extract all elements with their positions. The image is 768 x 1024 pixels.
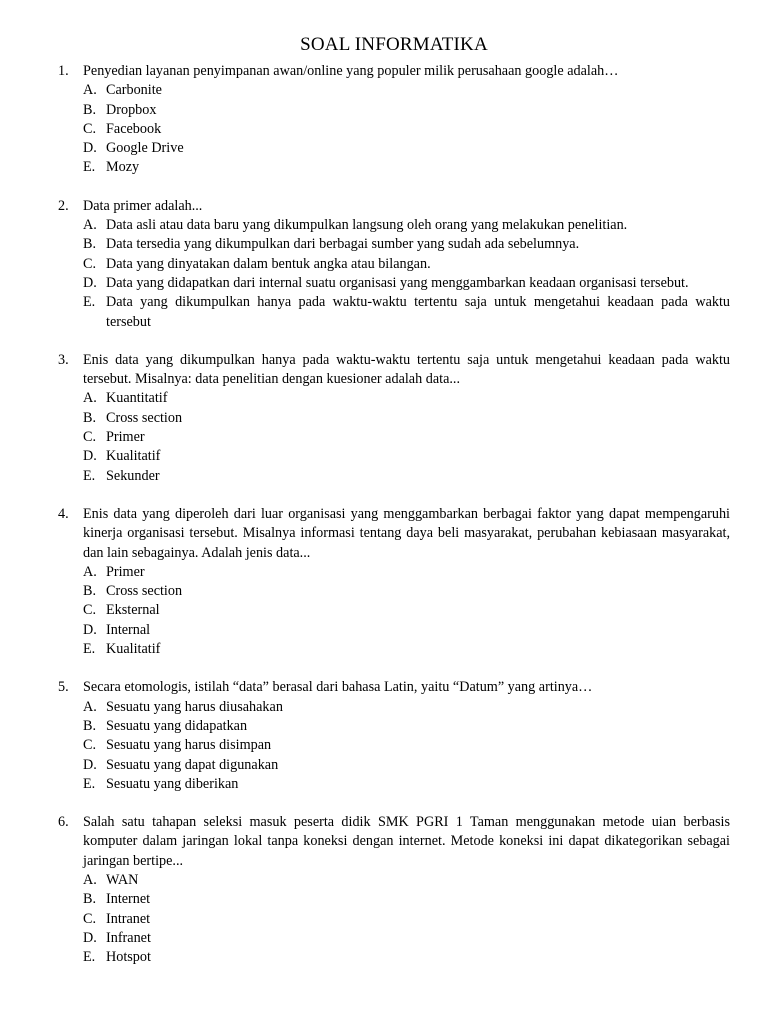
answer-option — [83, 871, 730, 890]
option-letter: C. — [83, 429, 97, 446]
option-text: Mozy — [106, 159, 140, 176]
answer-option — [83, 101, 730, 120]
question-number: 4. — [58, 505, 69, 522]
question-body — [83, 351, 730, 486]
answer-option — [83, 563, 730, 582]
option-letter: A. — [83, 871, 97, 888]
answer-option — [83, 158, 730, 177]
option-text: Dropbox — [106, 101, 157, 118]
answer-option — [83, 235, 730, 254]
option-text: Data yang dikumpulkan hanya pada waktu-waktu tertentu saja untuk mengetahui keadaan pada waktu tersebut — [106, 294, 730, 330]
option-letter: B. — [83, 101, 97, 118]
option-letter: A. — [83, 563, 97, 580]
question-number: 6. — [58, 814, 69, 831]
option-text: Sesuatu yang diberikan — [106, 775, 239, 792]
option-text: Data yang dinyatakan dalam bentuk angka atau bilangan. — [106, 255, 431, 272]
option-list — [83, 563, 730, 659]
option-letter: B. — [83, 717, 97, 734]
question-text: Secara etomologis, istilah “data” berasal dari bahasa Latin, yaitu “Datum” yang artinya… — [83, 679, 593, 696]
option-text: Sesuatu yang dapat digunakan — [106, 756, 279, 773]
question-body — [83, 197, 730, 332]
question-text: Penyedian layanan penyimpanan awan/online yang populer milik perusahaan google adalah… — [83, 63, 619, 79]
page-title: SOAL INFORMATIKA — [300, 34, 488, 55]
option-list — [83, 871, 730, 967]
option-letter: D. — [83, 756, 97, 773]
answer-option — [83, 467, 730, 486]
question-item — [58, 505, 730, 659]
option-list — [83, 698, 730, 794]
option-letter: D. — [83, 929, 97, 946]
answer-option — [83, 736, 730, 755]
question-list — [58, 62, 730, 967]
option-text: Kualitatif — [106, 641, 161, 658]
question-spacer — [58, 486, 730, 505]
option-text: Cross section — [106, 409, 183, 426]
question-number: 2. — [58, 197, 69, 214]
option-text: Intranet — [106, 910, 151, 927]
answer-option — [83, 409, 730, 428]
option-text: Google Drive — [106, 140, 184, 157]
option-letter: B. — [83, 891, 97, 908]
answer-option — [83, 601, 730, 620]
option-letter: C. — [83, 737, 97, 754]
option-text: Sekunder — [106, 467, 160, 484]
option-letter: E. — [83, 159, 96, 176]
answer-option — [83, 216, 730, 235]
option-letter: A. — [83, 390, 97, 407]
option-list — [83, 216, 730, 332]
option-list — [83, 81, 730, 177]
answer-option — [83, 775, 730, 794]
question-item — [58, 197, 730, 332]
option-letter: B. — [83, 236, 97, 253]
option-text: Primer — [106, 563, 145, 580]
question-number: 3. — [58, 351, 69, 368]
option-letter: E. — [83, 949, 96, 966]
answer-option — [83, 717, 730, 736]
question-number: 1. — [58, 63, 69, 79]
answer-option — [83, 621, 730, 640]
option-letter: E. — [83, 467, 96, 484]
option-text: Sesuatu yang harus disimpan — [106, 737, 272, 754]
question-item — [58, 62, 730, 178]
question-item — [58, 813, 730, 967]
question-item — [58, 678, 730, 794]
option-letter: D. — [83, 140, 97, 157]
option-text: Data asli atau data baru yang dikumpulkan langsung oleh orang yang melakukan penelitian. — [106, 217, 628, 234]
option-text: Primer — [106, 429, 145, 446]
question-text: Salah satu tahapan seleksi masuk peserta didik SMK PGRI 1 Taman menggunakan metode uian berbasis komputer dalam jaringan lokal tanpa koneksi dengan internet. Metode koneksi ini dapat dikategorikan sebagai jaringan bertipe... — [83, 814, 730, 869]
option-letter: E. — [83, 775, 96, 792]
option-text: Eksternal — [106, 602, 160, 619]
option-letter: C. — [83, 120, 97, 137]
option-letter: A. — [83, 82, 97, 99]
option-text: Kuantitatif — [106, 390, 168, 407]
option-letter: C. — [83, 255, 97, 272]
question-item — [58, 351, 730, 486]
option-text: Data yang didapatkan dari internal suatu organisasi yang menggambarkan keadaan organisasi tersebut. — [106, 274, 689, 291]
option-letter: C. — [83, 910, 97, 927]
answer-option — [83, 293, 730, 332]
option-text: Sesuatu yang didapatkan — [106, 717, 248, 734]
option-letter: E. — [83, 294, 96, 311]
answer-option — [83, 81, 730, 100]
question-spacer — [58, 178, 730, 197]
question-body — [83, 813, 730, 967]
option-letter: E. — [83, 641, 96, 658]
answer-option — [83, 698, 730, 717]
option-text: Infranet — [106, 929, 151, 946]
option-text: Cross section — [106, 583, 183, 600]
option-text: Kualitatif — [106, 448, 161, 465]
answer-option — [83, 447, 730, 466]
answer-option — [83, 640, 730, 659]
answer-option — [83, 910, 730, 929]
option-letter: A. — [83, 698, 97, 715]
answer-option — [83, 428, 730, 447]
question-text: Data primer adalah... — [83, 197, 203, 214]
question-body — [83, 505, 730, 659]
answer-option — [83, 948, 730, 967]
option-letter: B. — [83, 409, 97, 426]
option-text: Data tersedia yang dikumpulkan dari berbagai sumber yang sudah ada sebelumnya. — [106, 236, 580, 253]
question-spacer — [58, 332, 730, 351]
answer-option — [83, 756, 730, 775]
option-text: WAN — [106, 871, 139, 888]
answer-option — [83, 389, 730, 408]
option-text: Internal — [106, 621, 151, 638]
option-letter: D. — [83, 448, 97, 465]
option-text: Sesuatu yang harus diusahakan — [106, 698, 283, 715]
question-spacer — [58, 794, 730, 813]
option-letter: A. — [83, 217, 97, 234]
answer-option — [83, 274, 730, 293]
question-body — [83, 62, 730, 178]
answer-option — [83, 120, 730, 139]
option-letter: B. — [83, 583, 97, 600]
option-text: Internet — [106, 891, 151, 908]
question-body — [83, 678, 730, 794]
answer-option — [83, 890, 730, 909]
option-letter: D. — [83, 274, 97, 291]
answer-option — [83, 929, 730, 948]
question-spacer — [58, 659, 730, 678]
answer-option — [83, 582, 730, 601]
option-letter: D. — [83, 621, 97, 638]
question-text: Enis data yang dikumpulkan hanya pada waktu-waktu tertentu saja untuk mengetahui keadaan pada waktu tersebut. Misalnya: data penelitian dengan kuesioner adalah data... — [83, 351, 730, 388]
option-text: Facebook — [106, 120, 162, 137]
question-number: 5. — [58, 679, 69, 696]
option-text: Hotspot — [106, 949, 151, 966]
option-letter: C. — [83, 602, 97, 619]
option-list — [83, 389, 730, 485]
option-text: Carbonite — [106, 82, 162, 99]
answer-option — [83, 139, 730, 158]
answer-option — [83, 255, 730, 274]
question-text: Enis data yang diperoleh dari luar organisasi yang menggambarkan berbagai faktor yang dapat mempengaruhi kinerja organisasi tersebut. Misalnya informasi tentang daya beli masyarakat, perubahan kebiasaan masyarakat, dan lain sebagainya. Adalah jenis data... — [83, 505, 730, 561]
